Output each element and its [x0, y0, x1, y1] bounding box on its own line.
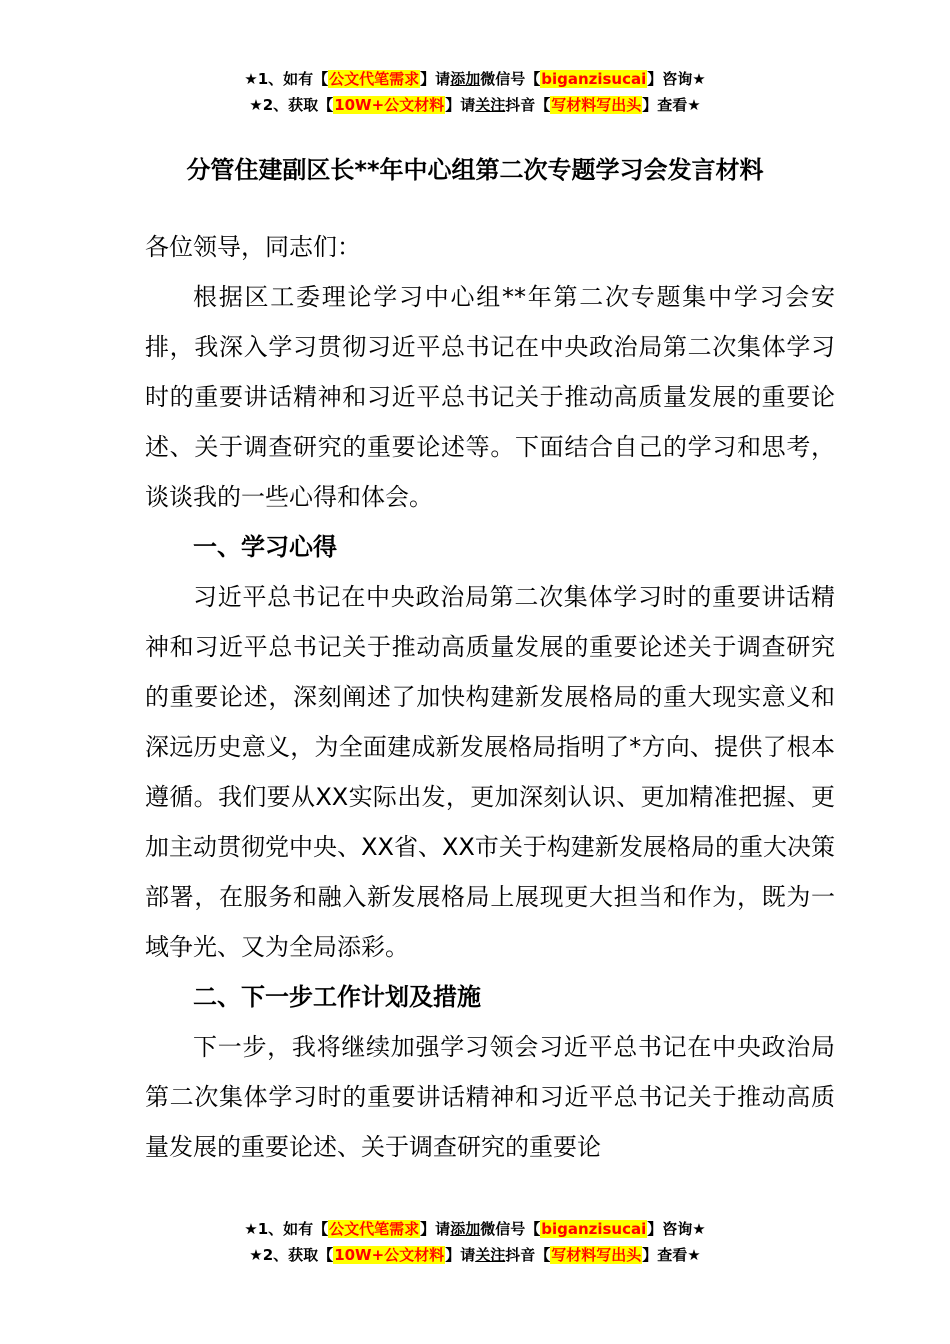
banner-text: 微信号【	[480, 70, 541, 88]
banner-underlined: 添加	[450, 70, 481, 88]
banner-text: 】查看★	[642, 1246, 701, 1264]
banner-text: 】咨询★	[647, 70, 706, 88]
banner-highlight: 公文代笔需求	[329, 70, 420, 88]
document-body	[145, 222, 835, 1172]
banner-highlight: 公文代笔需求	[329, 1220, 420, 1238]
header-banner	[0, 66, 950, 118]
banner-text: 】咨询★	[647, 1220, 706, 1238]
section-1-paragraph: 习近平总书记在中央政治局第二次集体学习时的重要讲话精神和习近平总书记关于推动高质量发展的重要论述关于调查研究的重要论述，深刻阐述了加快构建新发展格局的重大现实意义和深远历史意义，为全面建成新发展格局指明了*方向、提供了根本遵循。我们要从XX实际出发，更加深刻认识、更加精准把握、更加主动贯彻党中央、XX省、XX市关于构建新发展格局的重大决策部署，在服务和融入新发展格局上展现更大担当和作为，既为一域争光、又为全局添彩。	[145, 583, 835, 961]
banner-text: ★1、如有【	[244, 70, 329, 88]
banner-text: ★1、如有【	[244, 1220, 329, 1238]
banner-text: 】查看★	[642, 96, 701, 114]
banner-text: 】请	[420, 1220, 451, 1238]
banner-highlight: biganzisucai	[541, 1220, 647, 1238]
banner-line-1	[0, 66, 950, 92]
banner-text: 抖音【	[505, 1246, 551, 1264]
banner-text: 】请	[420, 70, 451, 88]
footer-banner	[0, 1216, 950, 1268]
salutation: 各位领导，同志们：	[145, 233, 361, 261]
document-title: 分管住建副区长**年中心组第二次专题学习会发言材料	[186, 156, 764, 184]
banner-text: 微信号【	[480, 1220, 541, 1238]
section-heading-1: 一、学习心得	[193, 533, 337, 561]
section-heading-2: 二、下一步工作计划及措施	[193, 983, 481, 1011]
banner-line-1	[0, 1216, 950, 1242]
banner-underlined: 添加	[450, 1220, 481, 1238]
banner-underlined: 关注	[475, 1246, 506, 1264]
banner-line-2	[0, 1242, 950, 1268]
banner-highlight: 10W+公文材料	[334, 1246, 445, 1264]
banner-highlight: 写材料写出头	[551, 1246, 642, 1264]
section-2-paragraph: 下一步，我将继续加强学习领会习近平总书记在中央政治局第二次集体学习时的重要讲话精神和习近平总书记关于推动高质量发展的重要论述、关于调查研究的重要论	[145, 1033, 835, 1161]
banner-highlight: 10W+公文材料	[334, 96, 445, 114]
banner-line-2	[0, 92, 950, 118]
banner-text: 】请	[445, 96, 476, 114]
banner-text: ★2、获取【	[249, 96, 334, 114]
banner-underlined: 关注	[475, 96, 506, 114]
banner-highlight: 写材料写出头	[551, 96, 642, 114]
banner-highlight: biganzisucai	[541, 70, 647, 88]
intro-paragraph: 根据区工委理论学习中心组**年第二次专题集中学习会安排，我深入学习贯彻习近平总书记在中央政治局第二次集体学习时的重要讲话精神和习近平总书记关于推动高质量发展的重要论述、关于调查研究的重要论述等。下面结合自己的学习和思考，谈谈我的一些心得和体会。	[145, 283, 835, 511]
banner-text: 】请	[445, 1246, 476, 1264]
banner-text: 抖音【	[505, 96, 551, 114]
banner-text: ★2、获取【	[249, 1246, 334, 1264]
